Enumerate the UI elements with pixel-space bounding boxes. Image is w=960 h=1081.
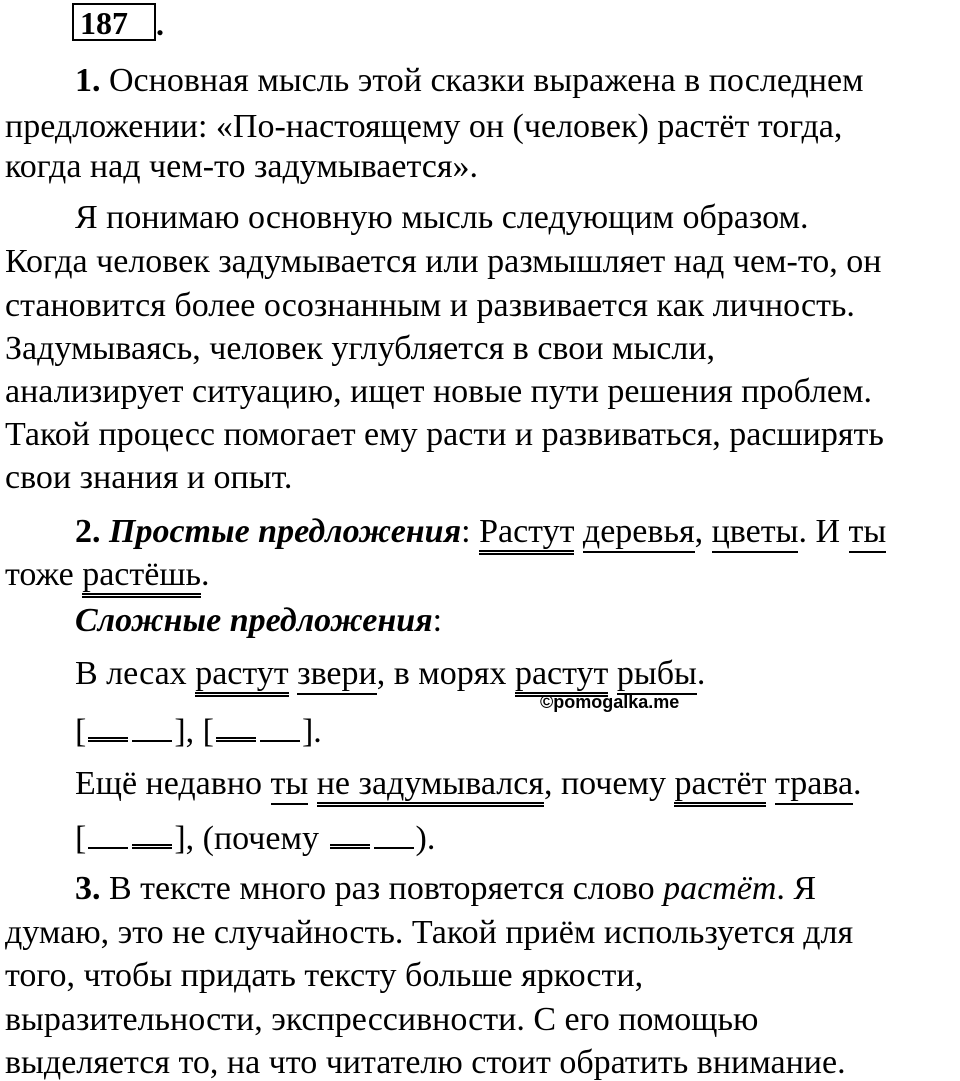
p1-line-3: когда над чем-то задумывается». bbox=[5, 148, 478, 185]
task-number-dot: . bbox=[156, 6, 164, 42]
text: В лесах bbox=[75, 655, 187, 692]
p1-number: 1. bbox=[75, 62, 101, 99]
colon: : bbox=[432, 602, 443, 639]
p3-line-2: думаю, это не случайность. Такой приём используется для bbox=[5, 914, 854, 951]
p1b-line-5: анализирует ситуацию, ищет новые пути решения проблем. bbox=[5, 373, 873, 410]
p1b-line-7: свои знания и опыт. bbox=[5, 459, 293, 496]
p3-line-1 bbox=[75, 872, 816, 906]
watermark: ©pomogalka.me bbox=[540, 692, 680, 712]
predicate-mark bbox=[132, 820, 172, 849]
predicate-mark bbox=[216, 713, 256, 742]
bracket: ). bbox=[415, 820, 436, 857]
subject-mark bbox=[374, 821, 414, 849]
p2-number: 2. bbox=[75, 513, 101, 550]
scheme-2 bbox=[75, 820, 435, 856]
subject: ты bbox=[849, 513, 887, 553]
predicate: растут bbox=[195, 655, 288, 697]
p2-line-1 bbox=[75, 515, 886, 549]
subject: трава bbox=[775, 765, 853, 805]
emphasized-word: растёт bbox=[663, 870, 777, 907]
subject-mark bbox=[88, 821, 128, 849]
subject: цветы bbox=[712, 513, 799, 553]
p1b-line-4: Задумываясь, человек углубляется в свои мысли, bbox=[5, 330, 716, 367]
p1-line-2: предложении: «По-настоящему он (человек) растёт тогда, bbox=[5, 108, 843, 145]
bracket: [ bbox=[75, 713, 87, 750]
predicate: растёт bbox=[674, 765, 766, 807]
complex-sentences-heading bbox=[75, 604, 442, 638]
scheme-1 bbox=[75, 713, 322, 749]
text: В тексте много раз повторяется слово bbox=[100, 870, 664, 907]
p3-number: 3. bbox=[75, 870, 101, 907]
text: . Я bbox=[776, 870, 817, 907]
text: , в морях bbox=[376, 655, 507, 692]
predicate: Растут bbox=[479, 513, 574, 555]
p1b-line-1: Я понимаю основную мысль следующим образом. bbox=[75, 199, 809, 236]
text: . bbox=[201, 556, 210, 593]
p1b-line-3: становится более осознанным и развивается как личность. bbox=[5, 287, 855, 324]
bracket: [ bbox=[75, 820, 87, 857]
subject: рыбы bbox=[617, 655, 697, 695]
task-number: 187 bbox=[72, 3, 156, 41]
complex-sentences-label: Сложные предложения bbox=[75, 602, 433, 639]
complex-sentence-2 bbox=[75, 767, 862, 801]
p3-line-5: выделяется то, на что читателю стоит обратить внимание. bbox=[5, 1044, 846, 1081]
predicate: растёшь bbox=[82, 556, 201, 598]
bracket: ]. bbox=[301, 713, 322, 750]
text: тоже bbox=[5, 556, 74, 593]
colon: : bbox=[461, 513, 471, 550]
p1-text-1: Основная мысль этой сказки выражена в последнем bbox=[100, 62, 864, 99]
text: . bbox=[696, 655, 706, 692]
predicate: растут bbox=[515, 655, 608, 697]
complex-sentence-1 bbox=[75, 657, 705, 691]
text: Ещё недавно bbox=[75, 765, 263, 802]
subject-mark bbox=[132, 714, 172, 742]
p1b-line-2: Когда человек задумывается или размышляет над чем-то, он bbox=[5, 243, 882, 280]
comma: , bbox=[694, 513, 704, 550]
bracket: ], (почему bbox=[174, 820, 319, 857]
subject: деревья bbox=[583, 513, 695, 553]
text: , почему bbox=[543, 765, 666, 802]
p2-line-2 bbox=[5, 558, 210, 592]
p1b-line-6: Такой процесс помогает ему расти и развиваться, расширять bbox=[5, 416, 884, 453]
subject-mark bbox=[260, 714, 300, 742]
text: . И bbox=[798, 513, 841, 550]
p3-line-4: выразительности, экспрессивности. С его помощью bbox=[5, 1001, 759, 1038]
text: . bbox=[853, 765, 862, 802]
p3-line-3: того, чтобы придать тексту больше яркости, bbox=[5, 957, 644, 994]
simple-sentences-label: Простые предложения bbox=[109, 513, 462, 550]
predicate: не задумывался bbox=[317, 765, 544, 807]
subject: звери bbox=[297, 655, 377, 695]
p1-line-1 bbox=[75, 64, 864, 98]
subject: ты bbox=[271, 765, 309, 805]
predicate-mark bbox=[330, 820, 370, 849]
predicate-mark bbox=[88, 713, 128, 742]
bracket: ], [ bbox=[174, 713, 214, 750]
